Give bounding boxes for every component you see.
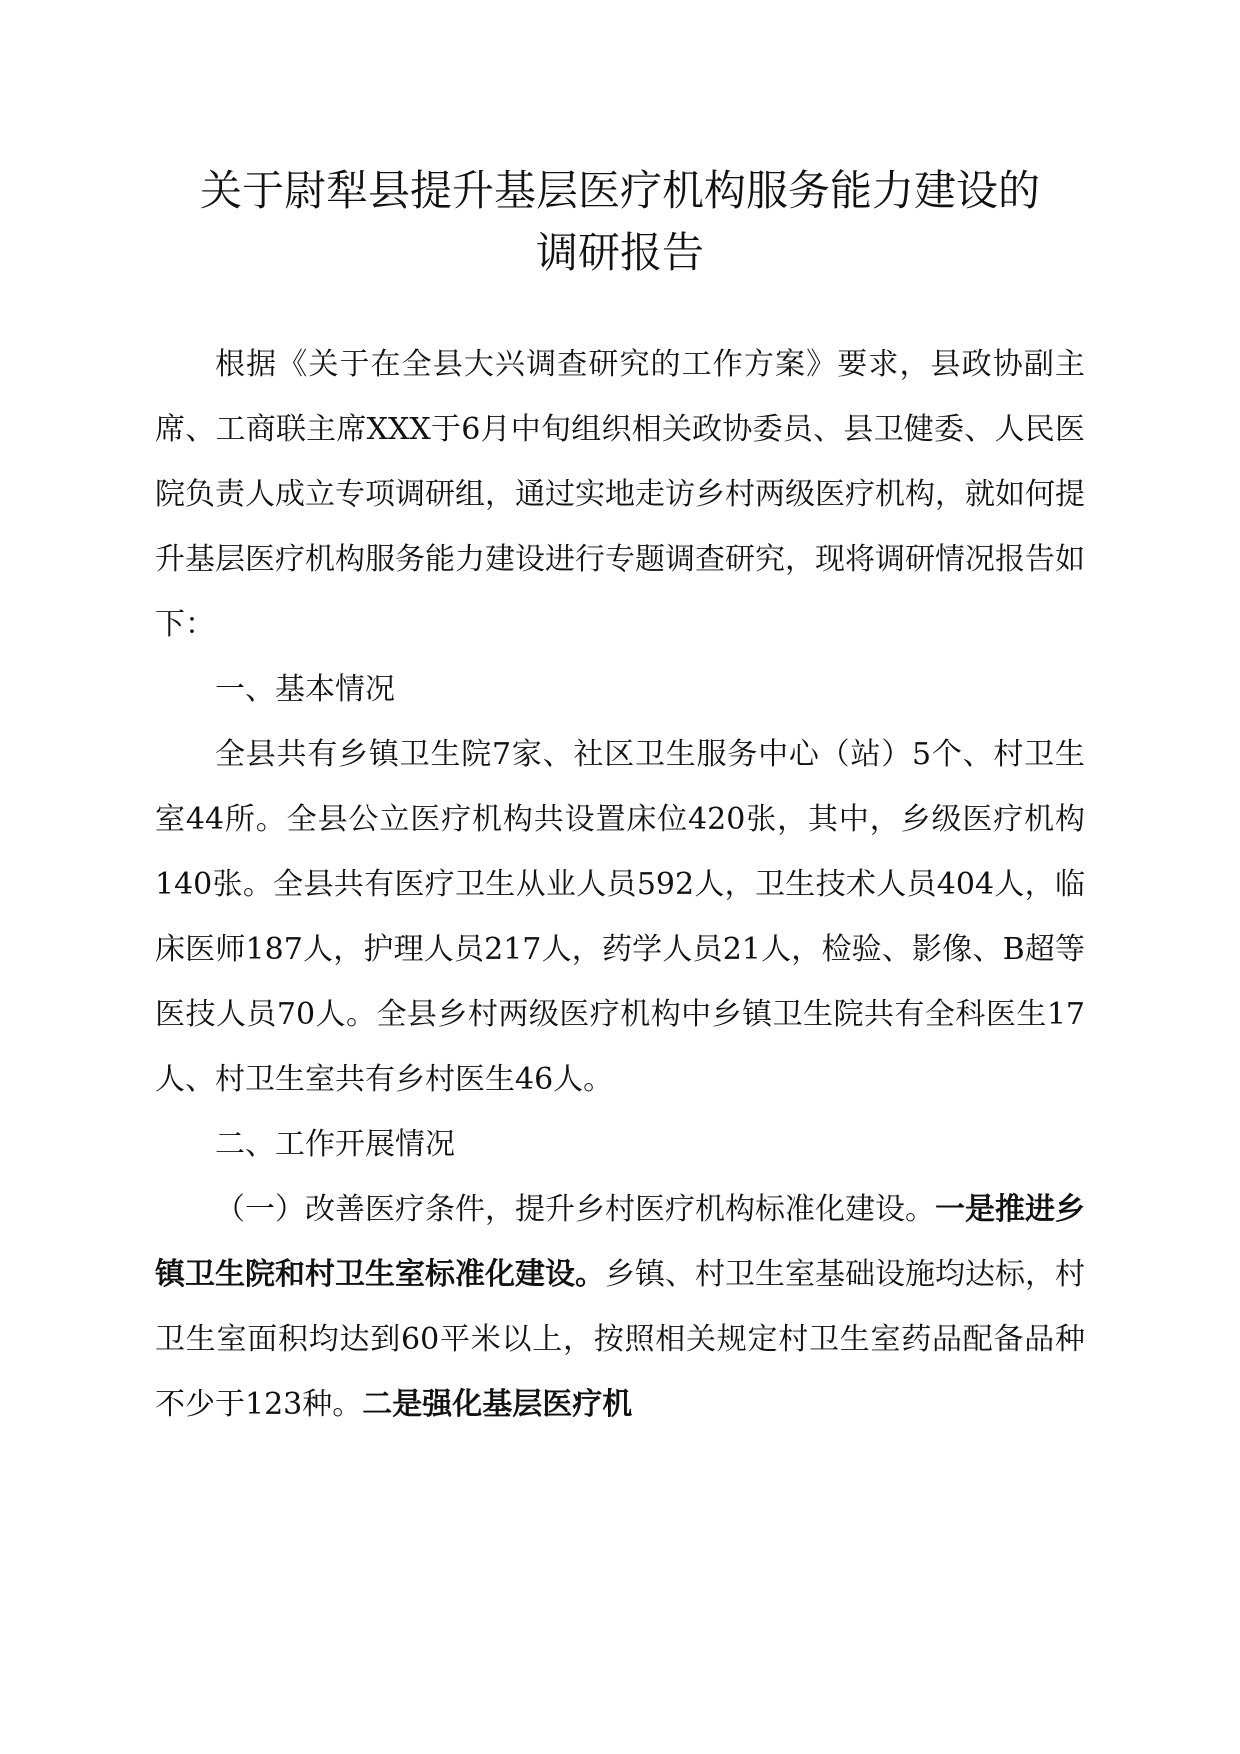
subsection-1-paragraph bbox=[155, 1177, 1085, 1437]
title-line-1: 关于尉犁县提升基层医疗机构服务能力建设的 bbox=[199, 166, 1040, 215]
subsection-1-lead: （一）改善医疗条件，提升乡村医疗机构标准化建设。 bbox=[215, 1192, 935, 1227]
subsection-1-point-2-heading: 二是强化基层医疗机 bbox=[362, 1387, 633, 1422]
document-title bbox=[155, 160, 1085, 284]
section-1-paragraph: 全县共有乡镇卫生院7家、社区卫生服务中心（站）5个、村卫生室44所。全县公立医疗机构共设置床位420张，其中，乡级医疗机构140张。全县共有医疗卫生从业人员592人，卫生技术人员404人，临床医师187人，护理人员217人，药学人员21人，检验、影像、B超等医技人员70人。全县乡村两级医疗机构中乡镇卫生院共有全科医生17人、村卫生室共有乡村医生46人。 bbox=[155, 737, 1085, 1097]
subsection-1-point-1-text: 乡镇、村卫生室基础设施均达标，村卫生室面积均达到60平米以上，按照相关规定村卫生室药品配备品种不少于123种。 bbox=[155, 1257, 1085, 1422]
document-body bbox=[155, 332, 1085, 1437]
subsection-1-point-1-heading: 一是推进乡镇卫生院和村卫生室标准化建设。 bbox=[155, 1192, 1085, 1292]
title-line-2: 调研报告 bbox=[535, 228, 704, 277]
section-1-heading: 一、基本情况 bbox=[215, 672, 395, 707]
section-2-heading: 二、工作开展情况 bbox=[215, 1127, 455, 1162]
intro-paragraph: 根据《关于在全县大兴调查研究的工作方案》要求，县政协副主席、工商联主席XXX于6月中旬组织相关政协委员、县卫健委、人民医院负责人成立专项调研组，通过实地走访乡村两级医疗机构，就如何提升基层医疗机构服务能力建设进行专题调查研究，现将调研情况报告如下： bbox=[155, 347, 1085, 642]
